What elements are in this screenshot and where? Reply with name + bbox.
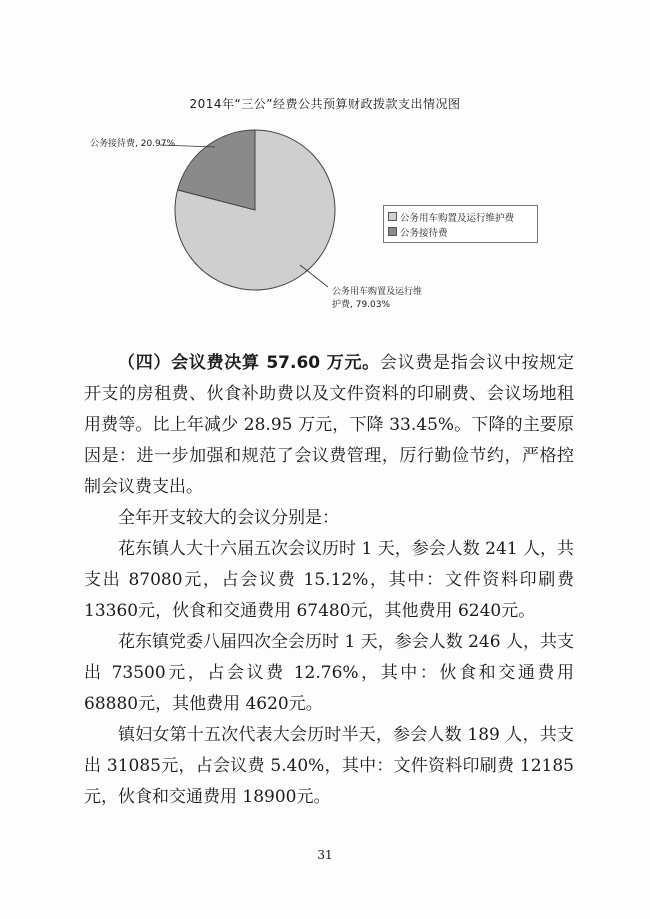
legend-label-hospitality: 公务接待费 bbox=[400, 227, 448, 239]
data-label-vehicle-line1: 公务用车购置及运行维 bbox=[332, 287, 423, 297]
section-paragraph bbox=[84, 348, 574, 503]
leader-line-vehicle bbox=[300, 265, 328, 287]
legend-swatch-hospitality bbox=[388, 227, 397, 236]
chart-title: 2014年“三公”经费公共预算财政拨款支出情况图 bbox=[189, 97, 461, 111]
body-text bbox=[84, 348, 574, 813]
data-label-hospitality: 公务接待费, 20.97% bbox=[90, 139, 176, 149]
list-intro: 全年开支较大的会议分别是： bbox=[118, 508, 339, 528]
chart-legend bbox=[383, 205, 538, 243]
meeting-paragraph-3: 镇妇女第十五次代表大会历时半天，参会人数 189 人，共支出 31085元，占会议费 5.40%，其中：文件资料印刷费 12185元，伙食和交通费用 18900元。 bbox=[84, 725, 574, 807]
legend-label-vehicle: 公务用车购置及运行维护费 bbox=[400, 212, 515, 224]
meeting-paragraph-1: 花东镇人大十六届五次会议历时 1 天，参会人数 241 人，共支出 87080元，占会议费 15.12%，其中：文件资料印刷费 13360元，伙食和交通费用 67480元，其他费用 6240元。 bbox=[84, 539, 574, 621]
legend-item-vehicle bbox=[388, 209, 533, 224]
data-label-vehicle-line2: 护费, 79.03% bbox=[332, 300, 391, 310]
meeting-paragraph-2: 花东镇党委八届四次全会历时 1 天，参会人数 246 人，共支出 73500元，占会议费 12.76%，其中：伙食和交通费用 68880元，其他费用 4620元。 bbox=[84, 632, 574, 714]
page-number: 31 bbox=[317, 848, 333, 862]
pie-chart bbox=[170, 125, 340, 295]
section-intro: 会议费是指会议中按规定开支的房租费、伙食补助费以及文件资料的印刷费、会议场地租用费等。比上年减少 28.95 万元，下降 33.45%。下降的主要原因是：进一步加强和规范了会议费管理，厉行勤俭节约，严格控制会议费支出。 bbox=[84, 353, 575, 497]
legend-item-hospitality bbox=[388, 224, 533, 239]
section-heading: （四）会议费决算 57.60 万元。 bbox=[118, 353, 380, 373]
legend-swatch-vehicle bbox=[388, 212, 397, 221]
data-label-vehicle bbox=[332, 286, 432, 312]
